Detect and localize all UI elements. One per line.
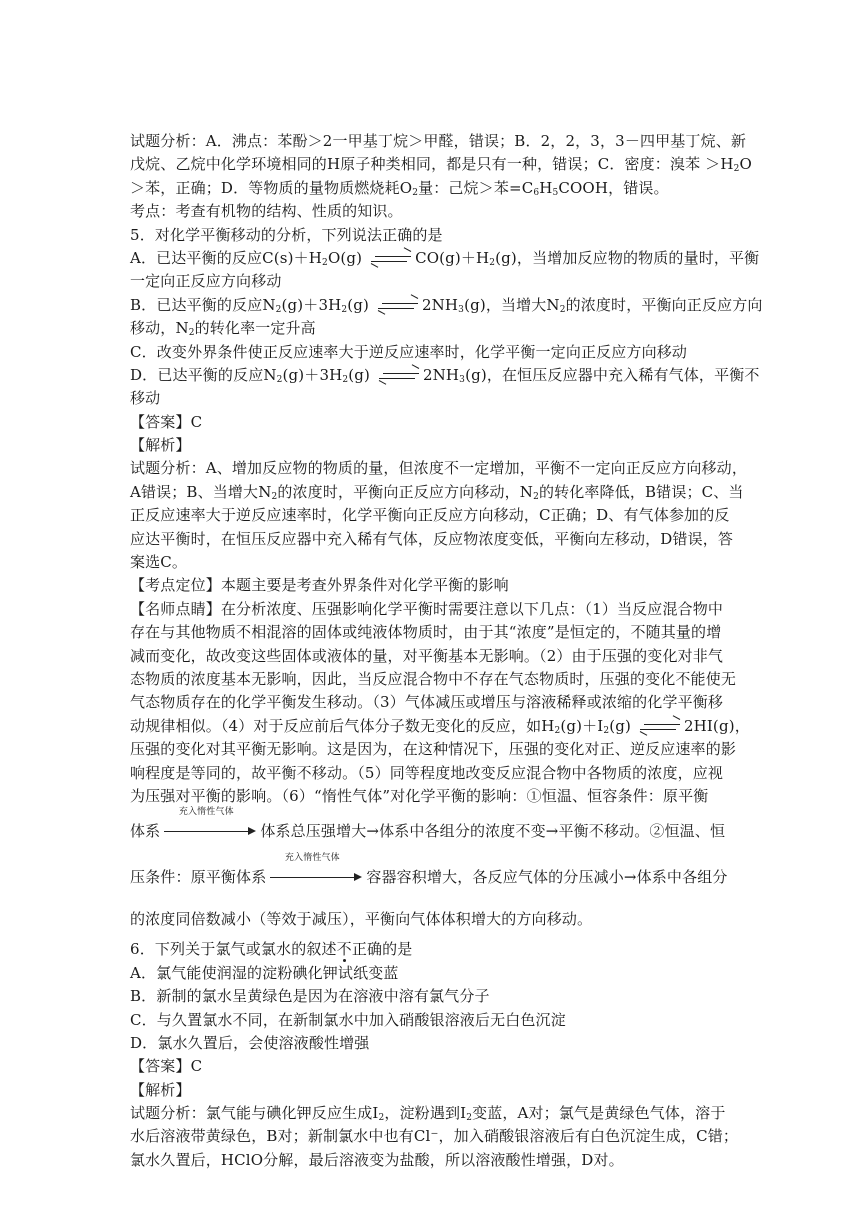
text-run: 6．下列关于氯气或氯水的叙述	[130, 940, 337, 959]
text-run: 2NH	[422, 365, 460, 384]
text-run: 2HI(g)，	[683, 716, 750, 735]
subscript: 2	[378, 1113, 385, 1124]
text-line: 【答案】C	[130, 1057, 203, 1076]
text-run: (g)	[609, 716, 636, 735]
subscript: 2	[275, 304, 282, 315]
text-line: 【答案】C	[130, 412, 203, 431]
subscript: 2	[533, 491, 539, 502]
text-line: 移动	[130, 389, 161, 408]
text-run: 戊烷、乙烷中化学环境相同的H原子种类相同，都是只有一种，错误；C．密度：溴苯 ＞H	[130, 155, 734, 174]
text-run: (g)	[348, 365, 375, 384]
emphasis-dot-text: 不	[336, 940, 352, 959]
text-line: 试题分析：A、增加反应物的物质的量，但浓度不一定增加，平衡不一定向正反应方向移动，	[130, 459, 747, 478]
text-line: 考点：考查有机物的结构、性质的知识。	[130, 202, 403, 221]
text-line: 态物质的浓度基本无影响，因此，当反应混合物中不存在气态物质时，压强的变化不能使无	[130, 669, 737, 688]
text-run: 的转化率一定升高	[194, 319, 316, 338]
text-line: 为压强对平衡的影响。（6）“惰性气体”对化学平衡的影响：①恒温、恒容条件：原平衡	[130, 786, 709, 805]
text-line	[130, 854, 734, 900]
text-line: 一定向正反应方向移动	[130, 272, 282, 291]
text-run: B．已达平衡的反应N	[130, 295, 276, 314]
subscript: 2	[412, 187, 419, 198]
text-run: 的浓度时，平衡向正反应方向移动，N	[277, 482, 534, 501]
text-line: 【解析】	[130, 1080, 191, 1099]
arrow-label: 充入惰性气体	[284, 853, 340, 864]
arrow-label: 充入惰性气体	[178, 807, 234, 818]
subscript: 5	[552, 187, 559, 198]
text-run: 2NH	[421, 295, 459, 314]
text-line: 存在与其他物质不相混溶的固体或纯液体物质时，由于其“浓度”是恒定的，不随其量的增	[130, 623, 722, 642]
text-line: 减而变化，故改变这些固体或液体的量，对平衡基本无影响。（2）由于压强的变化对非气	[130, 646, 724, 665]
text-run: 移动，N	[130, 319, 189, 338]
subscript: 2	[322, 257, 328, 268]
text-line: 【解析】	[130, 436, 191, 455]
text-run: (g)＋3H	[282, 365, 343, 384]
text-line	[130, 177, 734, 200]
text-run: 量：己烷＞苯=C	[418, 178, 534, 197]
text-line	[130, 715, 750, 738]
text-line	[130, 1102, 734, 1125]
equilibrium-arrow-icon	[640, 721, 680, 733]
text-line	[130, 481, 744, 504]
text-line: 试题分析：A．沸点：苯酚＞2一甲基丁烷＞甲醛，错误；B．2，2，3，3－四甲基丁烷、新	[130, 132, 747, 150]
text-line	[130, 294, 763, 317]
text-run: 体系	[130, 822, 161, 841]
text-run: O	[739, 155, 752, 174]
text-run: ＞苯，正确；D．等物质的量物质燃烧耗O	[130, 178, 413, 197]
subscript: 2	[342, 374, 349, 385]
text-line	[130, 938, 734, 961]
text-line: 的浓度同倍数减小（等效于减压），平衡向气体体积增大的方向移动。	[130, 910, 593, 929]
text-line	[130, 808, 734, 854]
text-line	[130, 364, 760, 387]
subscript: 2	[733, 164, 740, 175]
text-line: 正反应速率大于逆反应速率时，化学平衡向正反应方向移动，C正确；D、有气体参加的反	[130, 506, 730, 525]
text-line: 【名师点睛】在分析浓度、压强影响化学平衡时需要注意以下几点：（1）当反应混合物中	[130, 599, 724, 618]
text-run: (g)＋3H	[281, 295, 342, 314]
text-line: 【考点定位】本题主要是考查外界条件对化学平衡的影响	[130, 576, 509, 595]
text-run: 的浓度时，平衡向正反应方向	[565, 295, 763, 314]
reaction-arrow-icon	[164, 807, 256, 837]
text-line: 响程度是等同的，故平衡不移动。（5）同等程度地改变反应混合物中各物质的浓度，应视	[130, 763, 724, 782]
text-run: ，淀粉遇到I	[384, 1104, 467, 1123]
subscript: 2	[554, 725, 561, 736]
text-run: D．已达平衡的反应N	[130, 365, 277, 384]
text-run: 压条件：原平衡体系	[130, 868, 267, 887]
text-line: B．新制的氯水呈黄绿色是因为在溶液中溶有氯气分子	[130, 987, 490, 1006]
text-line: 应达平衡时，在恒压反应器中充入稀有气体，反应物浓度变低，平衡向左移动，D错误，答	[130, 529, 734, 548]
document-page	[130, 130, 763, 1172]
text-line: 压强的变化对其平衡无影响。这是因为，在这种情况下，压强的变化对正、逆反应速率的影	[130, 740, 737, 759]
text-run: 体系总压强增大→体系中各组分的浓度不变→平衡不移动。②恒温、恒	[260, 822, 726, 841]
text-line: 气态物质存在的化学平衡发生移动。（3）气体减压或增压与溶液稀释或浓缩的化学平衡移	[130, 693, 724, 712]
text-run: CO(g)＋H	[415, 248, 490, 267]
subscript: 3	[458, 304, 465, 315]
subscript: 6	[533, 187, 540, 198]
text-line	[130, 317, 734, 340]
text-line: 案选C。	[130, 553, 188, 572]
text-line: 5．对化学平衡移动的分析，下列说法正确的是	[130, 225, 443, 244]
text-run: COOH，错误。	[558, 178, 669, 197]
subscript: 2	[489, 257, 496, 268]
text-run: 变蓝，A对；氯气是黄绿色气体，溶于	[472, 1104, 726, 1123]
text-run: O(g)	[327, 248, 368, 267]
subscript: 2	[276, 374, 283, 385]
text-line: 水后溶液带黄绿色，B对；新制氯水中也有Cl⁻，加入硝酸银溶液后有白色沉淀生成，C错；	[130, 1127, 738, 1146]
text-line	[130, 153, 752, 176]
subscript: 2	[559, 304, 566, 315]
text-run: 的转化率降低，B错误；C、当	[538, 482, 744, 501]
equilibrium-arrow-icon	[378, 300, 418, 312]
text-line: A．氯气能使润湿的淀粉碘化钾试纸变蓝	[130, 963, 399, 982]
text-run: (g)，在恒压反应器中充入稀有气体，平衡不	[465, 365, 760, 384]
equilibrium-arrow-icon	[379, 370, 419, 382]
text-run: 试题分析：氯气能与碘化钾反应生成I	[130, 1104, 379, 1123]
text-run: 正确的是	[351, 940, 413, 959]
text-run: A错误；B、当增大N	[130, 482, 272, 501]
text-run: 动规律相似。（4）对于反应前后气体分子数无变化的反应，如H	[130, 716, 555, 735]
subscript: 2	[466, 1113, 473, 1124]
text-run: 容器容积增大，各反应气体的分压减小→体系中各组分	[366, 868, 728, 887]
text-run: A．已达平衡的反应C(s)＋H	[130, 248, 323, 267]
subscript: 2	[341, 304, 348, 315]
text-run: H	[539, 178, 553, 197]
text-run: (g)，当增大N	[464, 295, 560, 314]
subscript: 2	[188, 328, 195, 339]
text-line: C．改变外界条件使正反应速率大于逆反应速率时，化学平衡一定向正反应方向移动	[130, 342, 688, 361]
subscript: 2	[271, 491, 278, 502]
reaction-arrow-icon	[270, 853, 362, 883]
text-run: (g)，当增加反应物的物质的量时，平衡	[495, 248, 760, 267]
text-run: (g)＋I	[560, 716, 604, 735]
subscript: 3	[459, 374, 466, 385]
text-line: 氯水久置后，HClO分解，最后溶液变为盐酸，所以溶液酸性增强，D对。	[130, 1150, 624, 1169]
text-line	[130, 247, 760, 270]
equilibrium-arrow-icon	[371, 253, 411, 265]
text-run: (g)	[347, 295, 374, 314]
text-line: D．氯水久置后，会使溶液酸性增强	[130, 1033, 370, 1052]
text-line: C．与久置氯水不同，在新制氯水中加入硝酸银溶液后无白色沉淀	[130, 1010, 566, 1029]
subscript: 2	[603, 725, 610, 736]
